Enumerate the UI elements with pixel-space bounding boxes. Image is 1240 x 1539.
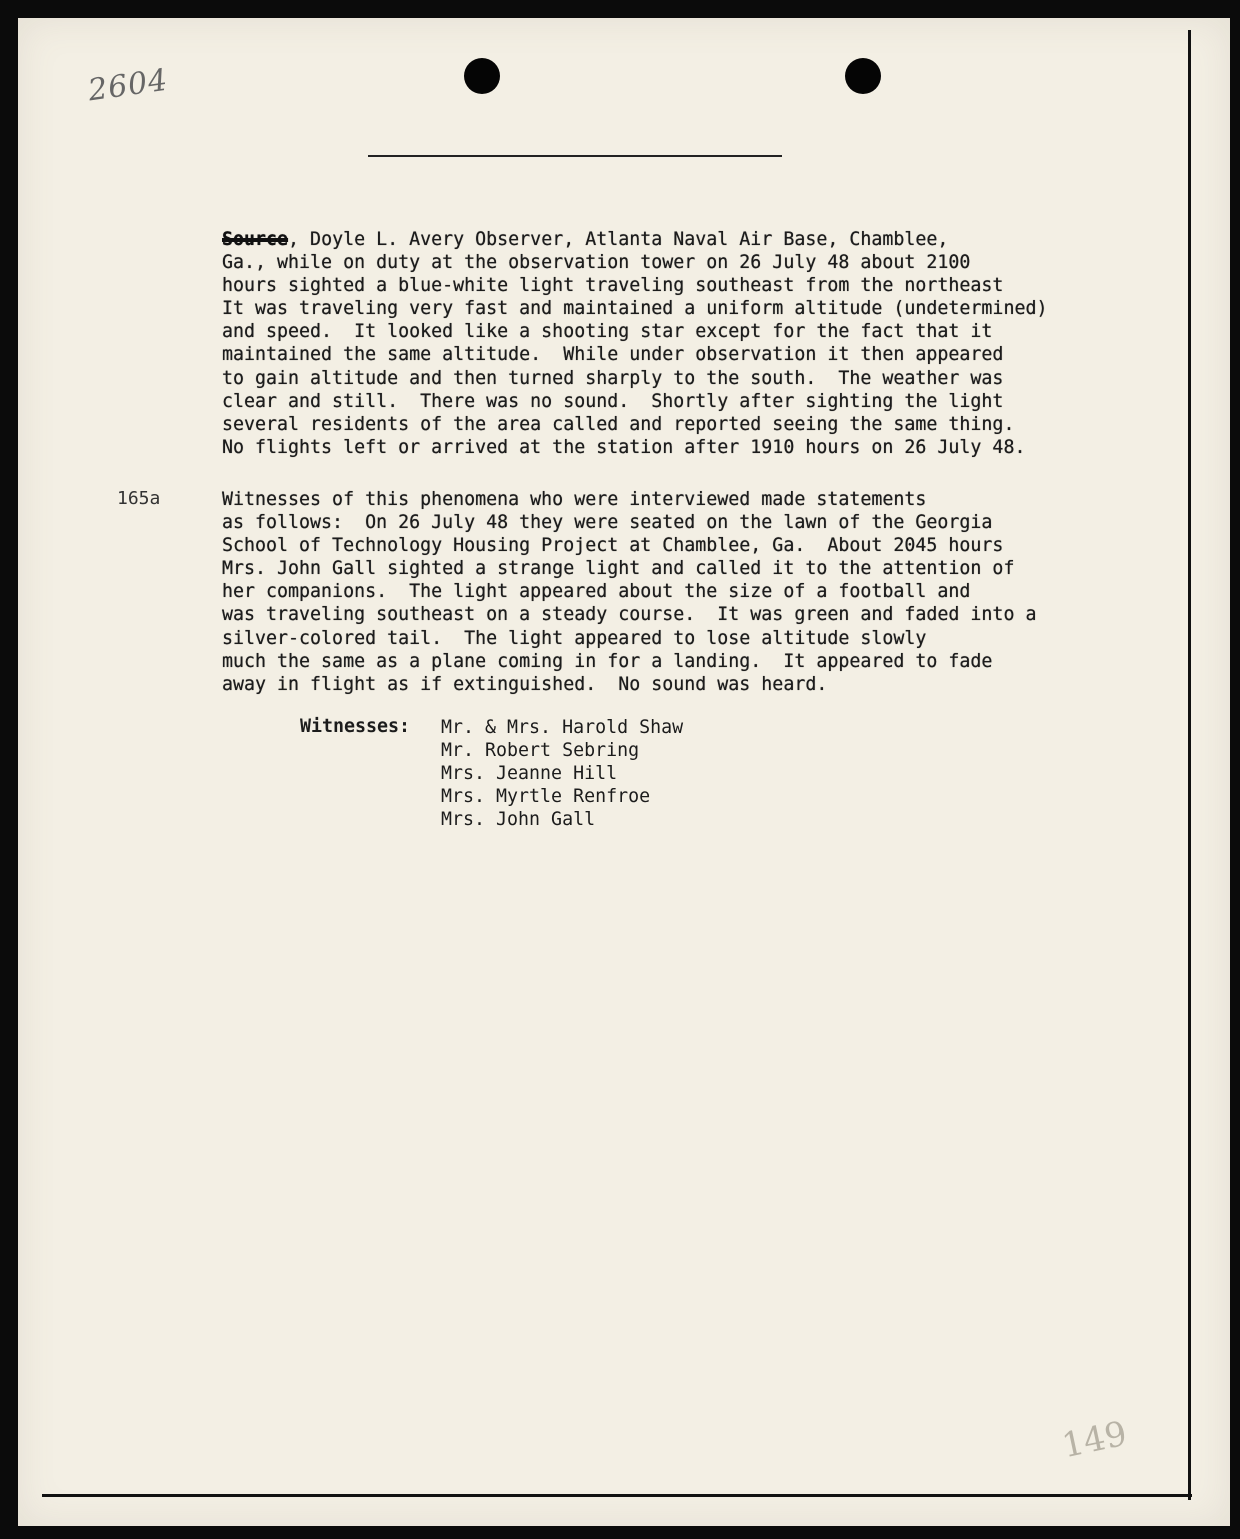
paragraph-2: [222, 488, 1036, 696]
paragraph-1-line-1: , Doyle L. Avery Observer, Atlanta Naval Air Base, Chamblee,: [288, 229, 949, 250]
witness-item: Mrs. Jeanne Hill: [441, 763, 618, 785]
page-border-right: [1188, 30, 1191, 1500]
punch-hole-left: [464, 58, 500, 94]
paragraph-2-line-2: as follows: On 26 July 48 they were seated on the lawn of the Georgia: [222, 512, 993, 534]
paragraph-1-line-9: several residents of the area called and reported seeing the same thing.: [222, 413, 1015, 435]
paragraph-2-line-9: away in flight as if extinguished. No sound was heard.: [222, 673, 828, 695]
paragraph-1-line-8: clear and still. There was no sound. Shortly after sighting the light: [222, 390, 1004, 412]
paragraph-2-line-7: silver-colored tail. The light appeared to lose altitude slowly: [222, 627, 927, 649]
paragraph-1-line-2: Ga., while on duty at the observation tower on 26 July 48 about 2100: [222, 252, 971, 274]
paragraph-2-line-8: much the same as a plane coming in for a landing. It appeared to fade: [222, 650, 993, 672]
witness-item: Mr. Robert Sebring: [441, 740, 640, 762]
paragraph-1-line-6: maintained the same altitude. While under observation it then appeared: [222, 344, 1004, 366]
page-border-bottom: [42, 1494, 1192, 1497]
corner-mark: 149: [1058, 1413, 1131, 1467]
paragraph-1-line-7: to gain altitude and then turned sharply to the south. The weather was: [222, 367, 1004, 389]
witness-item: Mr. & Mrs. Harold Shaw: [441, 717, 684, 738]
header-rule: [368, 155, 782, 157]
margin-number: 165a: [117, 488, 161, 509]
paragraph-1-line-4: It was traveling very fast and maintained a uniform altitude (undetermined): [222, 298, 1048, 320]
handwritten-mark: 2604: [85, 62, 171, 109]
paragraph-2-line-4: Mrs. John Gall sighted a strange light and called it to the attention of: [222, 558, 1015, 580]
witness-list: [441, 716, 683, 831]
struck-text: Source: [222, 229, 289, 250]
witnesses-label: Witnesses:: [300, 716, 411, 737]
paragraph-2-line-3: School of Technology Housing Project at Chamblee, Ga. About 2045 hours: [222, 535, 1004, 557]
paragraph-2-line-1: Witnesses of this phenomena who were interviewed made statements: [222, 489, 927, 510]
witness-item: Mrs. John Gall: [441, 809, 596, 831]
paragraph-1: [222, 228, 1047, 459]
paragraph-1-line-5: and speed. It looked like a shooting star except for the fact that it: [222, 321, 993, 343]
paragraph-2-line-5: her companions. The light appeared about the size of a football and: [222, 581, 971, 603]
witness-item: Mrs. Myrtle Renfroe: [441, 786, 651, 808]
punch-hole-right: [845, 58, 881, 94]
paragraph-1-line-3: hours sighted a blue-white light traveling southeast from the northeast: [222, 275, 1004, 297]
paragraph-1-line-10: No flights left or arrived at the station after 1910 hours on 26 July 48.: [222, 436, 1026, 458]
paragraph-2-line-6: was traveling southeast on a steady course. It was green and faded into a: [222, 604, 1037, 626]
